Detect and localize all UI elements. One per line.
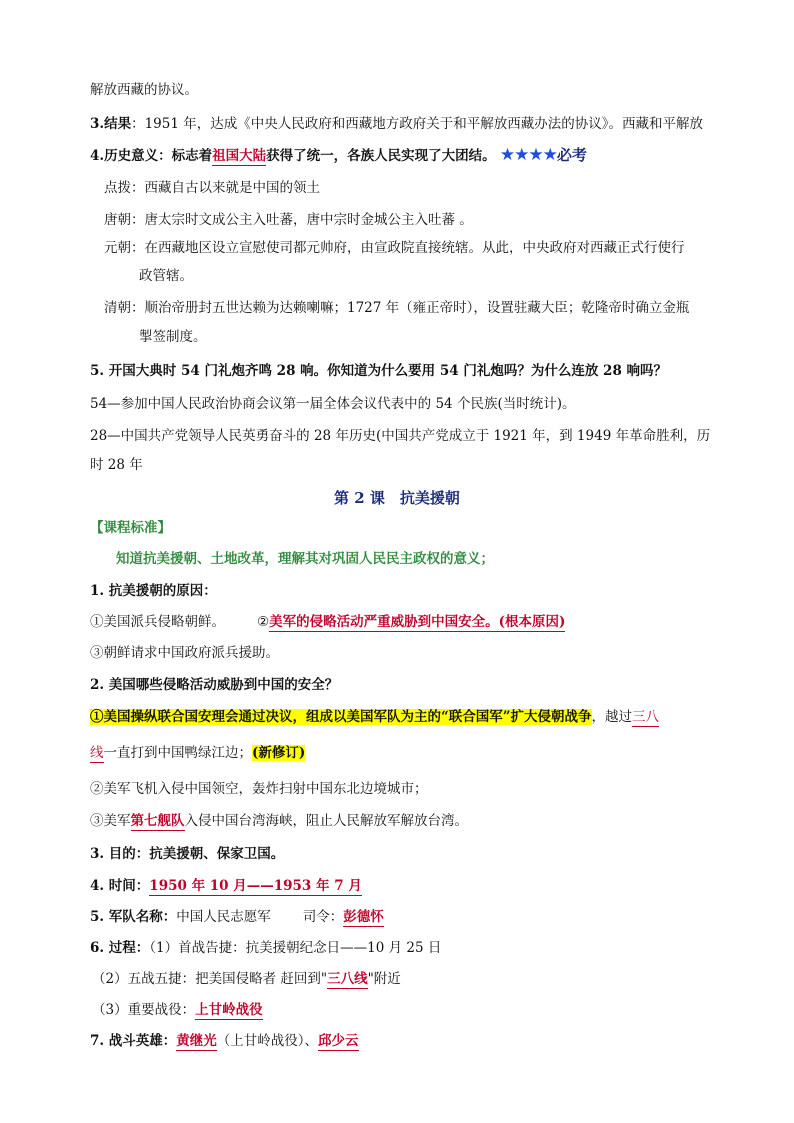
text-line: 掣签制度。 — [139, 329, 207, 345]
item-text: ：标志着 — [158, 148, 213, 164]
item-number: 4. — [90, 148, 105, 164]
cause-number: ② — [257, 614, 270, 630]
cause-text: ①美国派兵侵略朝鲜。 — [90, 614, 225, 630]
new-revision-badge: (新修订) — [252, 745, 306, 761]
highlight-text: ①美国操纵联合国安理会通过决议，组成以美国军队为主的“联合国军”扩大侵朝战争 — [90, 709, 592, 725]
key-term: 彭德怀 — [343, 909, 384, 925]
item-text: 一直打到中国鸭绿江边； — [103, 745, 252, 761]
key-term: 黄继光 — [176, 1033, 217, 1049]
item-label: 4. 时间： — [90, 878, 150, 894]
item-text: 获得了统一，各族人民实现了大团结。 — [266, 148, 496, 164]
item-label: 6. 过程： — [90, 940, 150, 956]
key-term: 美军的侵略活动严重威胁到中国安全。(根本原因) — [269, 614, 566, 630]
process-line — [92, 969, 714, 989]
process-line — [90, 938, 714, 958]
text-line: ②美军飞机入侵中国领空，轰炸扫射中国东北边境城市； — [90, 781, 428, 797]
text-line: ③朝鲜请求中国政府派兵援助。 — [90, 645, 279, 661]
text-line — [90, 743, 714, 763]
text-line: 54—参加中国人民政治协商会议第一届全体会议代表中的 54 个民族(当时统计)。 — [90, 396, 576, 412]
key-term: 三八 — [632, 709, 660, 725]
key-term: 三八线 — [327, 971, 368, 987]
item-text: ，越过 — [591, 709, 633, 725]
question-line: 5. 开国大典时 54 门礼炮齐鸣 28 响。你知道为什么要用 54 门礼炮吗？为什么连放 28 响吗？ — [90, 363, 668, 379]
item-label: 7. 战斗英雄： — [90, 1033, 177, 1049]
section-heading: 3. 目的：抗美援朝、保家卫国。 — [90, 846, 285, 862]
key-term: 邱少云 — [318, 1033, 359, 1049]
army-line — [90, 907, 714, 927]
item-text: 中国人民志愿军 — [176, 909, 271, 925]
item-text: "附近 — [367, 971, 401, 987]
standard-text: 知道抗美援朝、土地改革，理解其对巩固人民民主政权的意义； — [116, 551, 494, 567]
item-label: 历史意义 — [104, 148, 159, 164]
item-text: （2）五战五捷：把美国侵略者 赶回到" — [92, 971, 328, 987]
item-text: （上甘岭战役）、 — [216, 1033, 319, 1049]
process-line — [92, 1000, 714, 1020]
text-line: 政管辖。 — [139, 268, 193, 284]
key-term: 上甘岭战役 — [195, 1002, 263, 1018]
key-term: 1950 年 10 月——1953 年 7 月 — [149, 878, 362, 894]
item-number: 3. — [90, 116, 105, 132]
significance-line — [90, 145, 714, 166]
item-label: 结果 — [104, 116, 132, 132]
key-term: 线 — [90, 745, 104, 761]
key-term: 祖国大陆 — [212, 148, 267, 164]
item-text: （3）重要战役： — [92, 1002, 196, 1018]
standard-label: 【课程标准】 — [90, 520, 171, 536]
section-heading: 1. 抗美援朝的原因： — [90, 583, 217, 599]
highlight-line — [90, 707, 714, 727]
hero-line — [90, 1031, 714, 1051]
item-text: 入侵中国台湾海峡，阻止人民解放军解放台湾。 — [184, 813, 468, 829]
item-text: ③美军 — [90, 813, 131, 829]
text-line: 解放西藏的协议。 — [90, 82, 198, 98]
item-text: （1）首战告捷：抗美援朝纪念日——10 月 25 日 — [149, 940, 442, 956]
key-term: 第七舰队 — [130, 813, 185, 829]
text-line: 28—中国共产党领导人民英勇奋斗的 28 年历史(中国共产党成立于 1921 年，到 1949 年革命胜利，历 — [90, 428, 711, 444]
cause-line — [90, 612, 714, 632]
text-line: 时 28 年 — [90, 457, 143, 473]
text-line: 唐朝：唐太宗时文成公主入吐蕃，唐中宗时金城公主入吐蕃 。 — [104, 212, 473, 228]
exam-badge: 必考 — [556, 146, 587, 164]
section-heading: 2. 美国哪些侵略活动威胁到中国的安全？ — [90, 677, 339, 693]
result-line — [90, 114, 714, 134]
text-line — [90, 811, 714, 831]
lesson-title: 第 2 课 抗美援朝 — [334, 489, 460, 507]
item-text: ：1951 年，达成《中央人民政府和西藏地方政府关于和平解放西藏办法的协议》。西藏和平解放 — [131, 116, 703, 132]
text-line: 元朝：在西藏地区设立宣慰使司都元帅府，由宣政院直接统辖。从此，中央政府对西藏正式行使行 — [104, 240, 685, 256]
star-rating-icon: ★★★★ — [499, 145, 557, 165]
text-line: 清朝：顺治帝册封五世达赖为达赖喇嘛；1727 年（雍正帝时），设置驻藏大臣；乾隆帝时确立金瓶 — [104, 300, 690, 316]
time-line — [90, 876, 714, 896]
item-text: 司令： — [302, 909, 344, 925]
text-line: 点拨：西藏自古以来就是中国的领土 — [104, 180, 320, 196]
item-label: 5. 军队名称： — [90, 909, 177, 925]
